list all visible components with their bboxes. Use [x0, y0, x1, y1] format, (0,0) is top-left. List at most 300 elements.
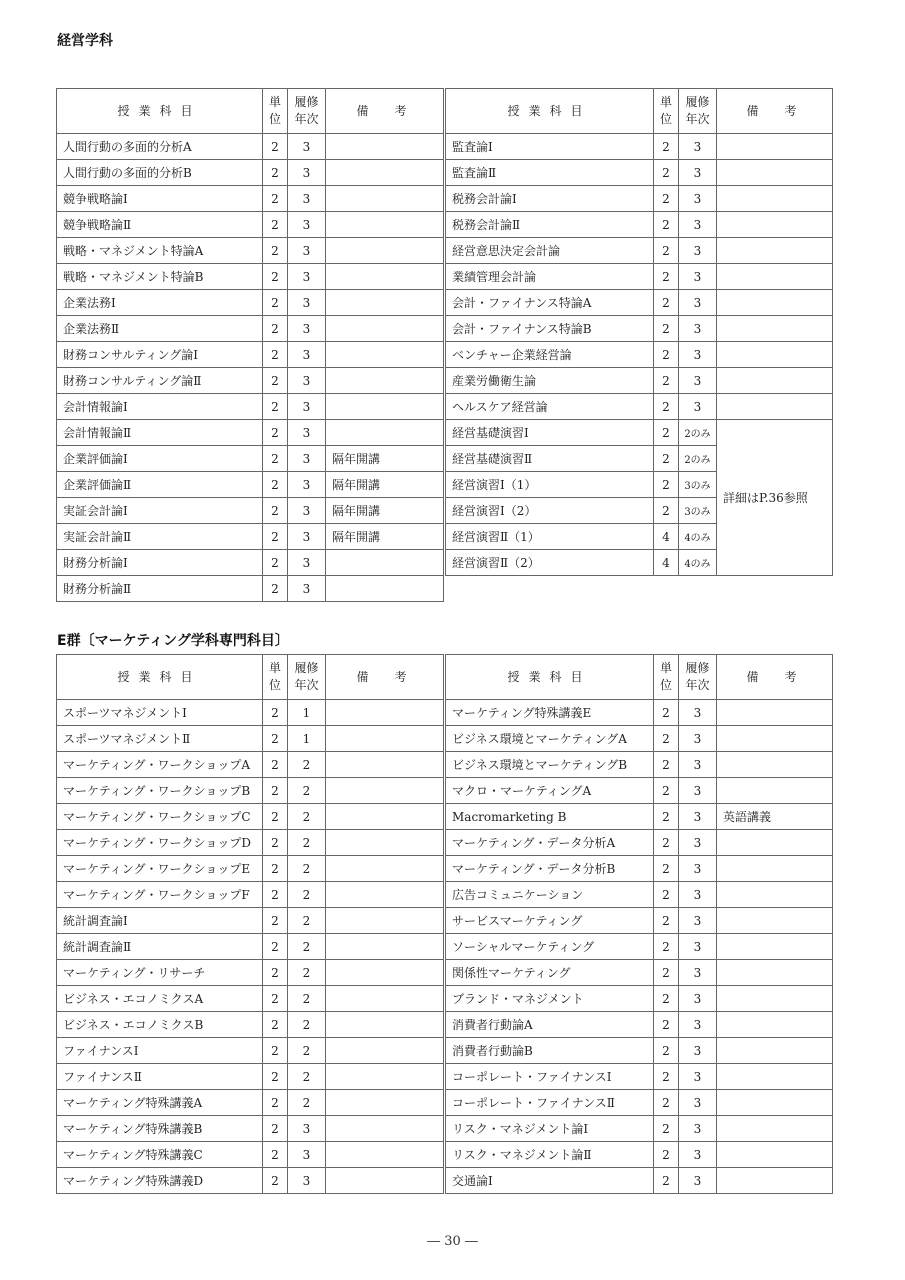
course-name: 経営意思決定会計論: [446, 238, 654, 264]
course-year: 3: [679, 752, 717, 778]
course-name: 財務コンサルティング論Ⅰ: [57, 342, 263, 368]
course-year: 3: [288, 160, 326, 186]
course-note: [717, 1168, 833, 1194]
table-row: [57, 830, 444, 856]
course-credits: 2: [654, 908, 679, 934]
course-name: 税務会計論Ⅱ: [446, 212, 654, 238]
course-year: 2: [288, 1090, 326, 1116]
course-name: ビジネス・エコノミクスB: [57, 1012, 263, 1038]
course-year: 2: [288, 934, 326, 960]
header-subject: 授業科目: [446, 89, 654, 134]
course-year: 3: [679, 212, 717, 238]
course-year: 3: [679, 1064, 717, 1090]
course-name: マーケティング・ワークショップC: [57, 804, 263, 830]
course-credits: 2: [654, 472, 679, 498]
course-year: 3: [288, 394, 326, 420]
course-name: マーケティング特殊講義C: [57, 1142, 263, 1168]
course-year: 2: [288, 856, 326, 882]
course-note: 隔年開講: [326, 524, 444, 550]
course-credits: 2: [654, 498, 679, 524]
table-row: [57, 576, 444, 602]
course-credits: 2: [263, 472, 288, 498]
course-name: ヘルスケア経営論: [446, 394, 654, 420]
course-note: [717, 778, 833, 804]
table-row: [446, 134, 833, 160]
course-note: [717, 186, 833, 212]
table-row: [446, 882, 833, 908]
course-credits: 2: [263, 804, 288, 830]
course-year: 3: [288, 368, 326, 394]
page-number: ― 30 ―: [427, 1234, 478, 1249]
course-credits: 2: [654, 960, 679, 986]
header-credits: 単 位: [654, 655, 679, 700]
course-credits: 2: [654, 934, 679, 960]
course-name: 会計・ファイナンス特論B: [446, 316, 654, 342]
course-note: [717, 1012, 833, 1038]
course-note: [326, 1168, 444, 1194]
header-notes: 備考: [717, 89, 833, 134]
table-row: [446, 856, 833, 882]
course-note: [326, 804, 444, 830]
course-credits: 2: [263, 212, 288, 238]
table-row: [57, 368, 444, 394]
table-row: [446, 238, 833, 264]
course-year: 3: [679, 1168, 717, 1194]
course-year: 2: [288, 752, 326, 778]
course-credits: 2: [654, 1090, 679, 1116]
course-year: 3: [288, 1168, 326, 1194]
course-credits: 2: [654, 1142, 679, 1168]
table-row: [57, 752, 444, 778]
course-year: 3: [679, 830, 717, 856]
course-name: スポーツマネジメントⅠ: [57, 700, 263, 726]
course-name: Macromarketing B: [446, 804, 654, 830]
table-row: [57, 394, 444, 420]
course-credits: 2: [654, 212, 679, 238]
course-note: [717, 908, 833, 934]
course-note: [326, 550, 444, 576]
course-year: 3: [288, 576, 326, 602]
course-note: [717, 394, 833, 420]
course-name: 経営演習Ⅰ（2）: [446, 498, 654, 524]
course-note: [326, 1038, 444, 1064]
table-row: [57, 934, 444, 960]
course-year: 2のみ: [679, 446, 717, 472]
table-row: [57, 446, 444, 472]
course-name: 産業労働衛生論: [446, 368, 654, 394]
table-row: [57, 1038, 444, 1064]
course-name: 経営演習Ⅱ（1）: [446, 524, 654, 550]
course-year: 3: [679, 238, 717, 264]
course-year: 2: [288, 1012, 326, 1038]
course-name: コーポレート・ファイナンスⅡ: [446, 1090, 654, 1116]
course-note: [326, 882, 444, 908]
course-credits: 2: [263, 264, 288, 290]
course-year: 3: [679, 316, 717, 342]
course-year: 2: [288, 1038, 326, 1064]
table-row: [57, 290, 444, 316]
course-note: [326, 420, 444, 446]
course-year: 2: [288, 908, 326, 934]
course-year: 3: [288, 420, 326, 446]
course-name: 関係性マーケティング: [446, 960, 654, 986]
course-note: [717, 1116, 833, 1142]
course-name: マーケティング・リサーチ: [57, 960, 263, 986]
course-credits: 2: [654, 1038, 679, 1064]
marketing-course-table-right: [445, 654, 833, 1194]
course-year: 3: [679, 134, 717, 160]
course-note: [326, 1116, 444, 1142]
course-credits: 2: [263, 186, 288, 212]
course-credits: 2: [263, 1142, 288, 1168]
header-year: 履修 年次: [679, 655, 717, 700]
course-year: 3: [679, 1116, 717, 1142]
course-credits: 2: [263, 1012, 288, 1038]
table-row: [57, 264, 444, 290]
table-row: [446, 1090, 833, 1116]
course-note: [717, 986, 833, 1012]
table-row: [446, 316, 833, 342]
course-year: 3: [288, 1142, 326, 1168]
course-credits: 2: [654, 726, 679, 752]
table-row: [446, 908, 833, 934]
course-name: ビジネス環境とマーケティングA: [446, 726, 654, 752]
course-credits: 2: [263, 368, 288, 394]
course-credits: 2: [263, 856, 288, 882]
course-note: [717, 160, 833, 186]
course-credits: 2: [263, 576, 288, 602]
table-row: [446, 1168, 833, 1194]
course-credits: 2: [654, 778, 679, 804]
course-credits: 2: [654, 1116, 679, 1142]
table-row: [446, 264, 833, 290]
course-name: 監査論Ⅱ: [446, 160, 654, 186]
course-name: マーケティング・ワークショップE: [57, 856, 263, 882]
course-credits: 2: [263, 394, 288, 420]
table-row: [57, 856, 444, 882]
course-note: [326, 1090, 444, 1116]
course-name: 戦略・マネジメント特論A: [57, 238, 263, 264]
table-row: [57, 726, 444, 752]
course-note: [326, 368, 444, 394]
course-note: [717, 368, 833, 394]
table-row: [57, 778, 444, 804]
course-note: [326, 342, 444, 368]
course-year: 3: [679, 368, 717, 394]
course-note: [717, 1064, 833, 1090]
table-row: [446, 212, 833, 238]
course-note: [717, 342, 833, 368]
table-row: [446, 342, 833, 368]
course-credits: 2: [263, 778, 288, 804]
course-name: コーポレート・ファイナンスⅠ: [446, 1064, 654, 1090]
table-row: [57, 700, 444, 726]
course-note: [717, 700, 833, 726]
header-year: 履修 年次: [679, 89, 717, 134]
course-note: [717, 212, 833, 238]
table-row: [446, 1142, 833, 1168]
course-name: 会計・ファイナンス特論A: [446, 290, 654, 316]
table-row: [446, 726, 833, 752]
course-name: ソーシャルマーケティング: [446, 934, 654, 960]
course-year: 3: [679, 186, 717, 212]
table-row: [57, 1012, 444, 1038]
header-credits: 単 位: [263, 655, 288, 700]
course-credits: 2: [654, 134, 679, 160]
course-credits: 2: [263, 752, 288, 778]
course-note: [326, 986, 444, 1012]
course-credits: 2: [263, 498, 288, 524]
course-year: 3: [288, 186, 326, 212]
course-year: 3: [288, 238, 326, 264]
course-year: 3: [679, 960, 717, 986]
course-credits: 2: [263, 160, 288, 186]
table-row: [446, 1012, 833, 1038]
course-year: 3: [679, 1012, 717, 1038]
course-year: 3: [288, 472, 326, 498]
marketing-course-table-left: [56, 654, 444, 1194]
course-credits: 2: [263, 134, 288, 160]
course-name: 統計調査論Ⅱ: [57, 934, 263, 960]
course-year: 2: [288, 830, 326, 856]
course-name: マクロ・マーケティングA: [446, 778, 654, 804]
course-credits: 2: [263, 316, 288, 342]
course-note: [326, 134, 444, 160]
table-row: [57, 882, 444, 908]
table-row: [57, 238, 444, 264]
course-year: 2: [288, 804, 326, 830]
course-note: [717, 264, 833, 290]
course-note: [326, 264, 444, 290]
header-subject: 授業科目: [446, 655, 654, 700]
course-note: [326, 830, 444, 856]
course-name: スポーツマネジメントⅡ: [57, 726, 263, 752]
course-note: [326, 1064, 444, 1090]
course-name: 会計情報論Ⅱ: [57, 420, 263, 446]
course-note: [326, 186, 444, 212]
table-row: [57, 160, 444, 186]
course-note: [326, 212, 444, 238]
course-note: [326, 960, 444, 986]
management-course-table-right: [445, 88, 833, 602]
course-note: [326, 1142, 444, 1168]
header-year: 履修 年次: [288, 89, 326, 134]
course-note: [717, 1090, 833, 1116]
course-name: 経営基礎演習Ⅱ: [446, 446, 654, 472]
course-name: 経営演習Ⅱ（2）: [446, 550, 654, 576]
course-note: [717, 316, 833, 342]
table-row: [446, 394, 833, 420]
course-note: [717, 830, 833, 856]
course-credits: 2: [654, 856, 679, 882]
table-row: [57, 1168, 444, 1194]
course-name: 消費者行動論A: [446, 1012, 654, 1038]
course-year: 3: [679, 856, 717, 882]
course-credits: 2: [263, 342, 288, 368]
table-row: [57, 498, 444, 524]
table-row: [446, 1116, 833, 1142]
table-row: [57, 316, 444, 342]
course-credits: 2: [654, 700, 679, 726]
course-credits: 2: [263, 830, 288, 856]
table-row: [57, 1090, 444, 1116]
course-credits: 2: [654, 446, 679, 472]
course-year: 3: [288, 316, 326, 342]
course-note: [717, 1142, 833, 1168]
course-name: 監査論Ⅰ: [446, 134, 654, 160]
course-name: 企業法務Ⅰ: [57, 290, 263, 316]
course-name: リスク・マネジメント論Ⅱ: [446, 1142, 654, 1168]
course-note: [717, 934, 833, 960]
header-subject: 授業科目: [57, 89, 263, 134]
course-credits: 2: [654, 290, 679, 316]
course-name: 広告コミュニケーション: [446, 882, 654, 908]
course-year: 3: [679, 264, 717, 290]
course-name: 業績管理会計論: [446, 264, 654, 290]
course-credits: 2: [263, 934, 288, 960]
course-note: [717, 960, 833, 986]
course-name: 実証会計論Ⅰ: [57, 498, 263, 524]
course-note: [717, 882, 833, 908]
course-name: サービスマーケティング: [446, 908, 654, 934]
header-credits: 単 位: [654, 89, 679, 134]
table-row: [57, 186, 444, 212]
course-credits: 2: [654, 804, 679, 830]
course-credits: 2: [654, 882, 679, 908]
course-name: 実証会計論Ⅱ: [57, 524, 263, 550]
course-year: 3: [679, 160, 717, 186]
course-year: 3: [288, 342, 326, 368]
table-row: [446, 368, 833, 394]
course-year: 3: [679, 778, 717, 804]
table-row: [446, 700, 833, 726]
table-row: [57, 550, 444, 576]
section-title-marketing: E群〔マーケティング学科専門科目〕: [57, 633, 289, 649]
course-year: 3: [679, 1090, 717, 1116]
header-notes: 備考: [326, 655, 444, 700]
course-note: [326, 394, 444, 420]
table-row: [446, 986, 833, 1012]
course-credits: 2: [263, 1038, 288, 1064]
course-year: 3: [288, 524, 326, 550]
course-credits: 2: [654, 420, 679, 446]
table-row: [446, 420, 833, 446]
course-name: 交通論Ⅰ: [446, 1168, 654, 1194]
course-year: 2: [288, 960, 326, 986]
table-row: [446, 186, 833, 212]
course-name: マーケティング特殊講義E: [446, 700, 654, 726]
course-note: [717, 856, 833, 882]
table-row: [446, 804, 833, 830]
course-name: マーケティング特殊講義A: [57, 1090, 263, 1116]
course-note: [717, 1038, 833, 1064]
table-row: [446, 1064, 833, 1090]
course-year: 3のみ: [679, 498, 717, 524]
course-credits: 2: [263, 1168, 288, 1194]
course-year: 4のみ: [679, 550, 717, 576]
course-credits: 2: [654, 264, 679, 290]
table-row: [446, 290, 833, 316]
table-row: [57, 342, 444, 368]
course-name: マーケティング・ワークショップB: [57, 778, 263, 804]
course-note: [326, 576, 444, 602]
header-subject: 授業科目: [57, 655, 263, 700]
course-credits: 2: [654, 186, 679, 212]
course-name: マーケティング・データ分析A: [446, 830, 654, 856]
course-note: 隔年開講: [326, 446, 444, 472]
table-row: [446, 1038, 833, 1064]
course-year: 3: [288, 264, 326, 290]
course-name: マーケティング特殊講義B: [57, 1116, 263, 1142]
section-title-management: 経営学科: [57, 33, 113, 49]
table-row: [57, 134, 444, 160]
table-row: [446, 160, 833, 186]
course-year: 1: [288, 700, 326, 726]
course-year: 2: [288, 1064, 326, 1090]
course-name: 消費者行動論B: [446, 1038, 654, 1064]
course-year: 3: [288, 498, 326, 524]
course-note: [326, 726, 444, 752]
course-note: [326, 934, 444, 960]
seminar-details-note: 詳細はP.36参照: [717, 420, 833, 576]
course-note: 隔年開講: [326, 472, 444, 498]
course-name: ファイナンスⅡ: [57, 1064, 263, 1090]
course-credits: 4: [654, 524, 679, 550]
management-course-table-left: [56, 88, 444, 602]
course-name: リスク・マネジメント論Ⅰ: [446, 1116, 654, 1142]
course-credits: 2: [263, 550, 288, 576]
table-row: [57, 1116, 444, 1142]
course-year: 3: [679, 700, 717, 726]
course-year: 3: [679, 804, 717, 830]
course-credits: 2: [654, 316, 679, 342]
course-year: 3: [288, 290, 326, 316]
course-note: [717, 290, 833, 316]
course-note: [326, 160, 444, 186]
course-name: 企業法務Ⅱ: [57, 316, 263, 342]
course-name: 競争戦略論Ⅱ: [57, 212, 263, 238]
course-credits: 2: [654, 1168, 679, 1194]
course-credits: 2: [263, 986, 288, 1012]
course-note: [717, 134, 833, 160]
course-name: マーケティング・ワークショップF: [57, 882, 263, 908]
table-row: [446, 778, 833, 804]
table-row: [57, 420, 444, 446]
course-year: 3: [679, 726, 717, 752]
course-name: 財務コンサルティング論Ⅱ: [57, 368, 263, 394]
table-row: [446, 960, 833, 986]
course-note: [326, 316, 444, 342]
course-credits: 2: [654, 238, 679, 264]
course-credits: 2: [263, 908, 288, 934]
course-note: [326, 752, 444, 778]
course-credits: 2: [654, 1012, 679, 1038]
course-name: マーケティング・データ分析B: [446, 856, 654, 882]
course-credits: 2: [263, 446, 288, 472]
course-year: 2のみ: [679, 420, 717, 446]
course-credits: 2: [263, 1116, 288, 1142]
course-note: [326, 856, 444, 882]
course-year: 3: [679, 908, 717, 934]
course-credits: 2: [263, 290, 288, 316]
course-name: 財務分析論Ⅰ: [57, 550, 263, 576]
header-year: 履修 年次: [288, 655, 326, 700]
course-name: 企業評価論Ⅱ: [57, 472, 263, 498]
course-name: 経営演習Ⅰ（1）: [446, 472, 654, 498]
course-year: 3: [679, 342, 717, 368]
course-name: 財務分析論Ⅱ: [57, 576, 263, 602]
course-note: [326, 1012, 444, 1038]
